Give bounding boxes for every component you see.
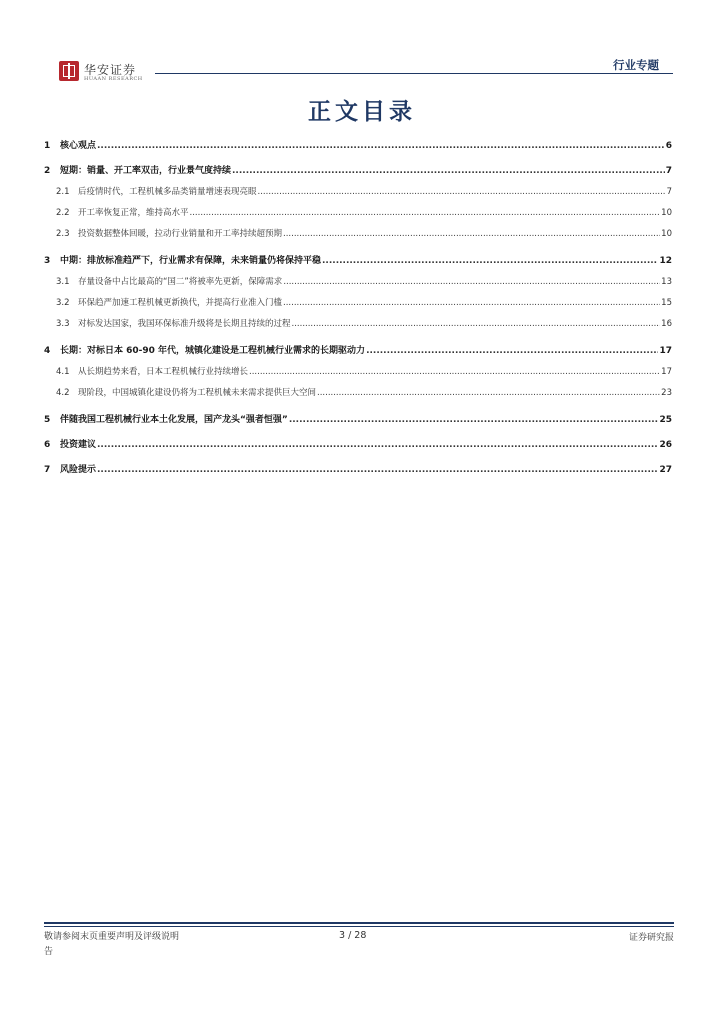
toc-dot-leader — [322, 256, 658, 266]
toc-entry[interactable] — [56, 206, 672, 218]
toc-entry-page: 16 — [661, 319, 672, 329]
toc-entry-page: 25 — [659, 415, 672, 425]
toc-dot-leader — [283, 277, 660, 287]
toc-entry-number: 2.1 — [56, 187, 70, 197]
toc-entry-title: 从长期趋势来看，日本工程机械行业持续增长 — [78, 367, 249, 377]
toc-entry-title: 开工率恢复正常，维持高水平 — [78, 208, 189, 218]
disclaimer-text: 敬请参阅末页重要声明及评级说明 — [44, 932, 180, 942]
toc-entry-number: 1 — [44, 141, 51, 151]
toc-entry-page: 10 — [661, 208, 672, 218]
toc-entry-page: 7 — [665, 166, 672, 176]
toc-entry[interactable] — [56, 386, 672, 398]
footer-divider-thin — [44, 926, 674, 927]
toc-entry-title: 环保趋严加速工程机械更新换代，并提高行业准入门槛 — [78, 298, 283, 308]
toc-entry-page: 27 — [659, 465, 672, 475]
toc-entry-number: 3 — [44, 256, 51, 266]
toc-dot-leader — [97, 465, 658, 475]
toc-dot-leader — [97, 440, 658, 450]
toc-dot-leader — [190, 208, 661, 218]
footer-disclaimer — [44, 930, 214, 960]
toc-dot-leader — [292, 319, 661, 329]
toc-entry-number: 2 — [44, 166, 51, 176]
toc-entry-title: 后疫情时代，工程机械多品类销量增速表现亮眼 — [78, 187, 257, 197]
toc-entry-number: 3.1 — [56, 277, 70, 287]
toc-entry-page: 10 — [661, 229, 672, 239]
toc-entry-number: 3.2 — [56, 298, 70, 308]
toc-entry-number: 6 — [44, 440, 51, 450]
toc-entry-page: 12 — [659, 256, 672, 266]
toc-entry-title: 投资数据整体回暖，拉动行业销量和开工率持续超预期 — [78, 229, 283, 239]
toc-entry[interactable] — [56, 227, 672, 239]
toc-dot-leader — [283, 298, 660, 308]
toc-entry-page: 15 — [661, 298, 672, 308]
huaan-logo-icon — [59, 61, 79, 81]
toc-entry-title: 核心观点 — [60, 141, 97, 151]
toc-entry-number: 4.1 — [56, 367, 70, 377]
toc-entry[interactable] — [56, 317, 672, 329]
toc-entry-page: 23 — [661, 388, 672, 398]
report-type-label: 行业专题 — [613, 58, 659, 72]
toc-entry-page: 17 — [659, 346, 672, 356]
toc-entry-title: 长期：对标日本 60-90 年代，城镇化建设是工程机械行业需求的长期驱动力 — [60, 346, 366, 356]
toc-entry-number: 5 — [44, 415, 51, 425]
toc-entry[interactable] — [44, 462, 672, 475]
toc-entry-page: 26 — [659, 440, 672, 450]
toc-entry-number: 3.3 — [56, 319, 70, 329]
disclaimer-wrap-text: 告 — [44, 947, 54, 957]
toc-entry-title: 投资建议 — [60, 440, 97, 450]
toc-entry-number: 4.2 — [56, 388, 70, 398]
toc-entry-title: 现阶段，中国城镇化建设仍将为工程机械未来需求提供巨大空间 — [78, 388, 317, 398]
page-header — [59, 56, 673, 86]
toc-entry-number: 4 — [44, 346, 51, 356]
toc-entry-title: 中期：排放标准趋严下，行业需求有保障，未来销量仍将保持平稳 — [60, 256, 322, 266]
toc-dot-leader — [283, 229, 660, 239]
toc-entry-number: 2.3 — [56, 229, 70, 239]
toc-entry[interactable] — [44, 412, 672, 425]
toc-dot-leader — [258, 187, 666, 197]
toc-entry-number: 7 — [44, 465, 51, 475]
toc-entry-title: 存量设备中占比最高的“国二”将被率先更新，保障需求 — [78, 277, 283, 287]
report-label: 证券研究报 — [628, 933, 674, 943]
toc-entry[interactable] — [56, 365, 672, 377]
toc-entry-title: 对标发达国家，我国环保标准升级将是长期且持续的过程 — [78, 319, 291, 329]
toc-entry-title: 风险提示 — [60, 465, 97, 475]
toc-dot-leader — [289, 415, 659, 425]
toc-entry[interactable] — [44, 437, 672, 450]
toc-entry-number: 2.2 — [56, 208, 70, 218]
toc-dot-leader — [366, 346, 658, 356]
toc-dot-leader — [317, 388, 660, 398]
toc-entry-page: 6 — [665, 141, 672, 151]
toc-entry-page: 13 — [661, 277, 672, 287]
toc-entry-title: 短期：销量、开工率双击，行业景气度持续 — [60, 166, 232, 176]
page-number: 3 / 28 — [339, 930, 367, 941]
header-divider — [155, 73, 673, 74]
toc-entry-title: 伴随我国工程机械行业本土化发展，国产龙头“强者恒强” — [60, 415, 288, 425]
footer-divider — [44, 922, 674, 924]
toc-dot-leader — [232, 166, 665, 176]
toc-entry-page: 17 — [661, 367, 672, 377]
toc-entry[interactable] — [44, 253, 672, 266]
page-title: 正文目录 — [308, 99, 416, 125]
toc-dot-leader — [249, 367, 660, 377]
toc-entry[interactable] — [56, 185, 672, 197]
logo-text: 华安证券 — [84, 63, 137, 77]
toc-entry[interactable] — [44, 343, 672, 356]
logo-english-text: HUAAN RESEARCH — [84, 76, 143, 82]
toc-entry-page: 7 — [666, 187, 672, 197]
toc-entry[interactable] — [56, 296, 672, 308]
toc-dot-leader — [97, 141, 665, 151]
toc-entry[interactable] — [44, 138, 672, 151]
toc-entry[interactable] — [56, 275, 672, 287]
toc-entry[interactable] — [44, 163, 672, 176]
